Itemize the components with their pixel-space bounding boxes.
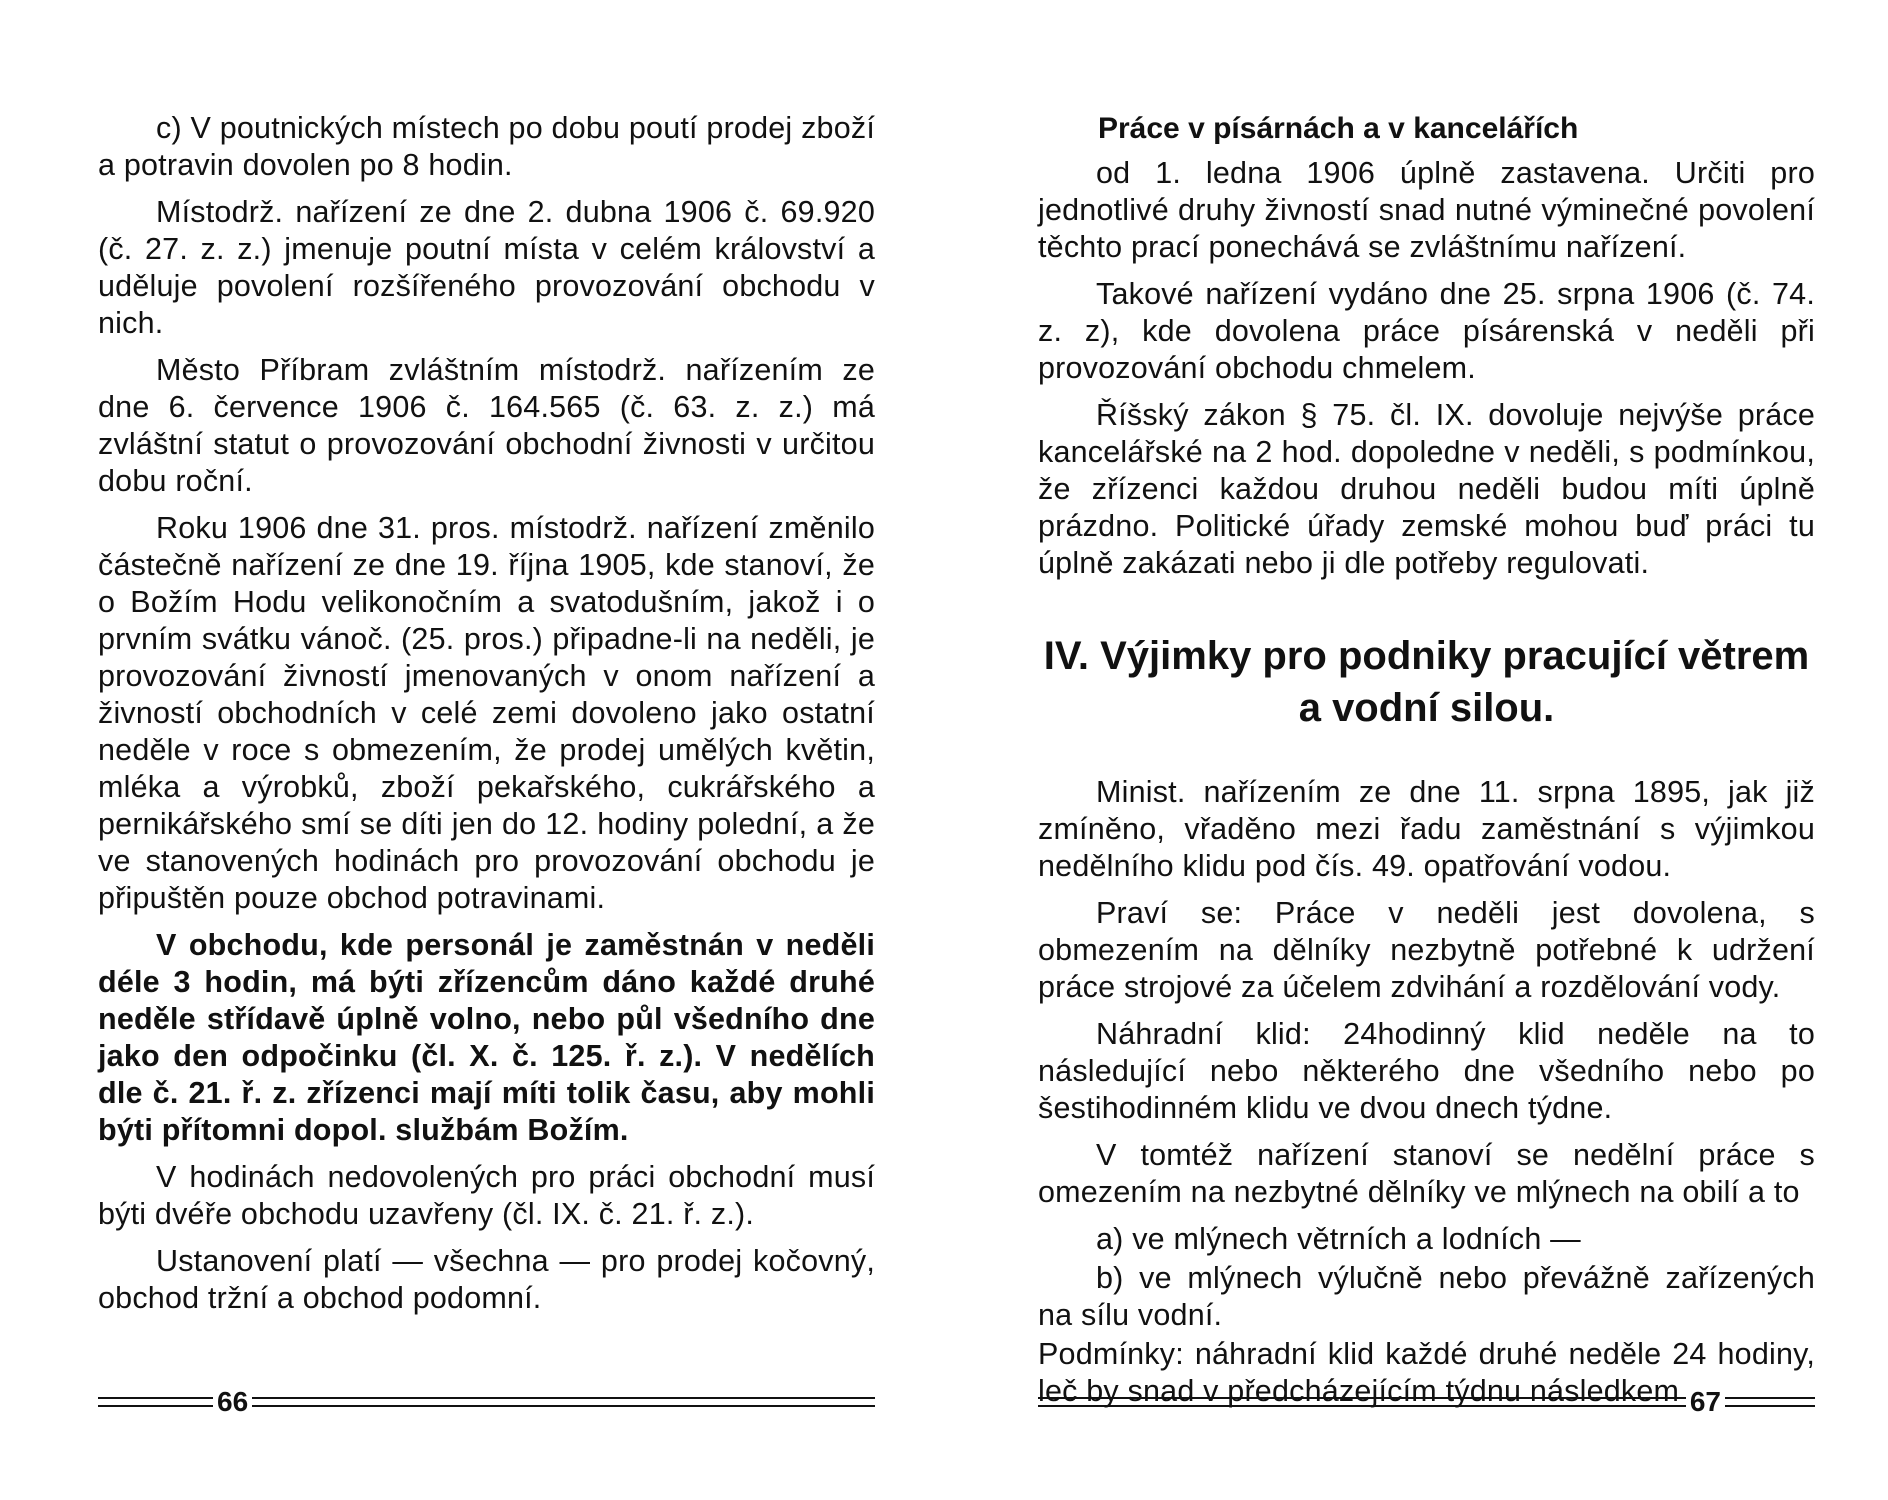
- paragraph: Roku 1906 dne 31. pros. místodrž. nařízení změnilo částečně nařízení ze dne 19. října 1905, kde stanoví, že o Božím Hodu velikonočním a svatodušním, jakož i o prvním svátku vánoč. (25. pros.) připadne-li na neděli, je provozování živností jmenovaných v onom nařízení a živností obchodních v celé zemi dovoleno jako ostatní neděle v roce s obmezením, že prodej umělých květin, mléka a výrobků, zboží pekařského, cukrářského a pernikářského smí se díti jen do 12. hodiny polední, a že ve stanovených hodinách pro provozování obchodu je připuštěn pouze obchod potravinami.: [98, 511, 875, 915]
- list-item: a) ve mlýnech větrních a lodních —: [1096, 1222, 1581, 1256]
- paragraph: Říšský zákon § 75. čl. IX. dovoluje nejvýše práce kancelářské na 2 hod. dopoledne v neděli, s podmínkou, že zřízenci každou druhou neděli budou míti úplně prázdno. Politické úřady zemské mohou buď práci tu úplně zakázati nebo ji dle potřeby regulovati.: [1038, 398, 1815, 580]
- section-heading: Práce v písárnách a v kancelářích: [1098, 112, 1579, 145]
- paragraph: Město Příbram zvláštním místodrž. nařízením ze dne 6. července 1906 č. 164.565 (č. 63. z. z.) má zvláštní statut o provozování obchodní živnosti v určitou dobu roční.: [98, 353, 875, 498]
- footer-rule: [1725, 1397, 1815, 1407]
- paragraph: Ustanovení platí — všechna — pro prodej kočovný, obchod tržní a obchod podomní.: [98, 1244, 875, 1315]
- paragraph: Náhradní klid: 24hodinný klid neděle na to následující nebo některého dne všedního nebo po šestihodinném klidu ve dvou dnech týdne.: [1038, 1017, 1815, 1125]
- paragraph: Podmínky: náhradní klid každé druhé neděle 24 hodiny, leč by snad v předcházejícím týdnu následkem: [1038, 1337, 1815, 1408]
- paragraph: Místodrž. nařízení ze dne 2. dubna 1906 č. 69.920 (č. 27. z. z.) jmenuje poutní místa v celém království a uděluje povolení rozšířeného provozování obchodu v nich.: [98, 195, 875, 340]
- page-number: 67: [1689, 1386, 1721, 1417]
- footer-rule: [252, 1397, 875, 1407]
- paragraph: V hodinách nedovolených pro práci obchodní musí býti dvéře obchodu uzavřeny (čl. IX. č. 21. ř. z.).: [98, 1160, 875, 1231]
- page-footer: [98, 1387, 875, 1417]
- footer-rule: [1038, 1397, 1686, 1407]
- right-page: [1038, 0, 1815, 1500]
- paragraph: V obchodu, kde personál je zaměstnán v neděli déle 3 hodin, má býti zřízencům dáno každé druhé neděle střídavě úplně volno, nebo půl všedního dne jako den odpočinku (čl. X. č. 125. ř. z.). V nedělích dle č. 21. ř. z. zřízenci mají míti tolik času, aby mohli býti přítomni dopol. službám Božím.: [98, 928, 875, 1147]
- page-footer: [1038, 1387, 1815, 1417]
- page-number: 66: [217, 1386, 249, 1417]
- chapter-heading: IV. Výjimky pro podniky pracující větrem a vodní silou.: [1043, 634, 1810, 730]
- left-page-text: [98, 110, 875, 1327]
- right-page-text: [1038, 110, 1815, 1420]
- paragraph: Praví se: Práce v neděli jest dovolena, s obmezením na dělníky nezbytně potřebné k udržení práce strojové za účelem zdvihání a rozdělování vody.: [1038, 896, 1815, 1004]
- paragraph: Takové nařízení vydáno dne 25. srpna 1906 (č. 74. z. z), kde dovolena práce písárenská v neděli při provozování obchodu chmelem.: [1038, 277, 1815, 385]
- footer-rule: [98, 1397, 213, 1407]
- paragraph: od 1. ledna 1906 úplně zastavena. Určiti pro jednotlivé druhy živností snad nutné výminečné povolení těchto prací ponechává se zvláštnímu nařízení.: [1038, 156, 1815, 264]
- list-item: b) ve mlýnech výlučně nebo převážně zařízených na sílu vodní.: [1038, 1261, 1815, 1332]
- paragraph: V tomtéž nařízení stanoví se nedělní práce s omezením na nezbytné dělníky ve mlýnech na obilí a to: [1038, 1138, 1815, 1209]
- left-page: [98, 0, 875, 1500]
- paragraph: c) V poutnických místech po dobu poutí prodej zboží a potravin dovolen po 8 hodin.: [98, 111, 875, 182]
- paragraph: Minist. nařízením ze dne 11. srpna 1895, jak již zmíněno, vřaděno mezi řadu zaměstnání s výjimkou nedělního klidu pod čís. 49. opatřování vodou.: [1038, 775, 1815, 883]
